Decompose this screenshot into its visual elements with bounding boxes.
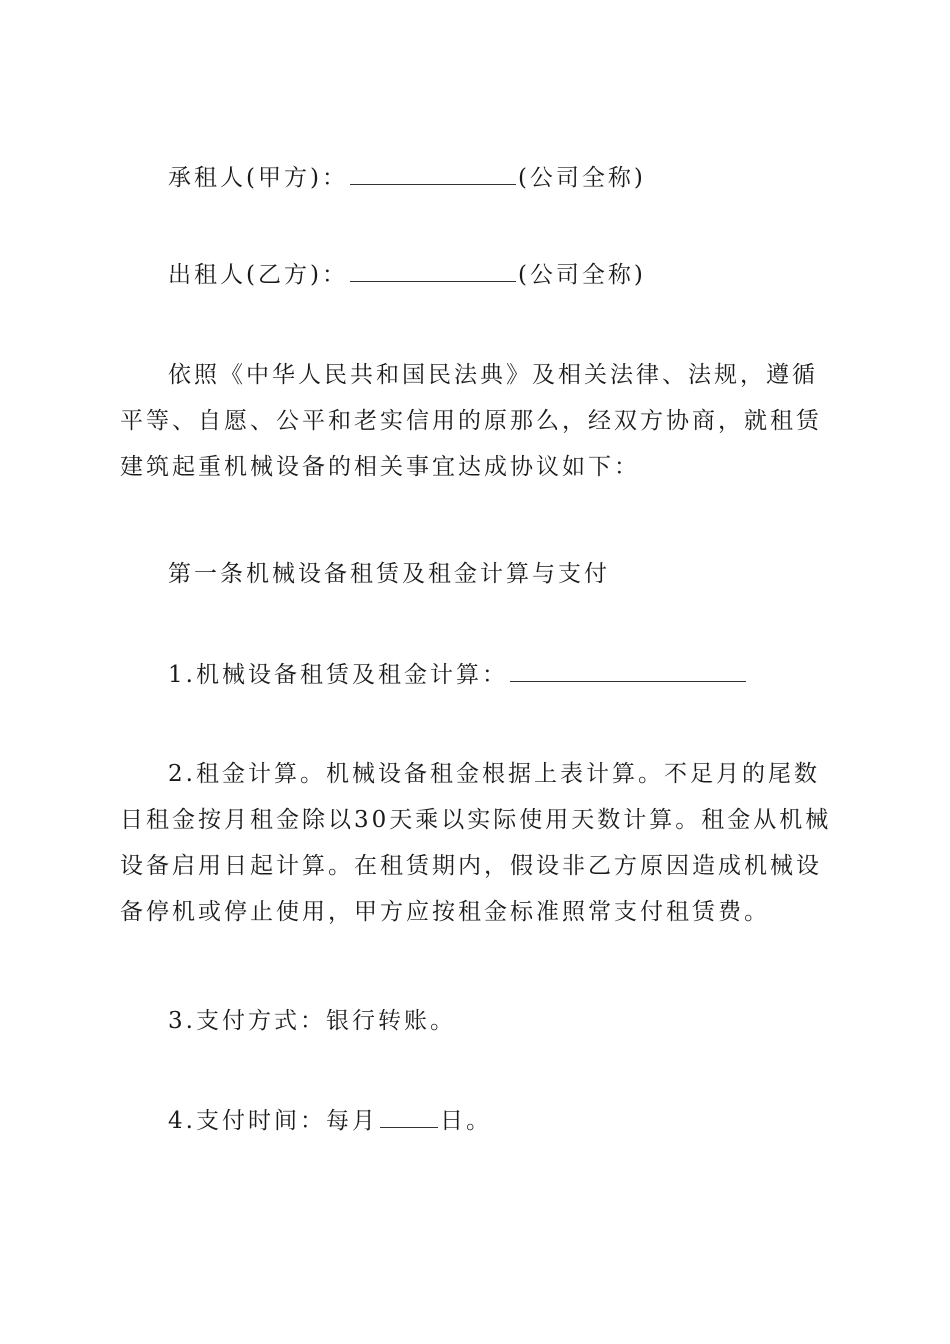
item-4-suffix: 日。 — [439, 1108, 492, 1134]
lessor-label: 出租人(乙方)： — [168, 262, 348, 288]
item-1-blank — [510, 659, 746, 682]
article-1-title: 第一条机械设备租赁及租金计算与支付 — [168, 561, 610, 587]
lessee-label: 承租人(甲方)： — [168, 165, 348, 191]
lessee-suffix: (公司全称) — [517, 165, 646, 191]
article-1-item-2: 2.租金计算。机械设备租金根据上表计算。不足月的尾数日租金按月租金除以30天乘以实际使用天数计算。租金从机械设备启用日起计算。在租赁期内，假设非乙方原因造成机械设备停机或停止使用，甲方应按租金标准照常支付租赁费。 — [120, 761, 832, 925]
item-1-label: 1.机械设备租赁及租金计算： — [168, 662, 508, 688]
article-1-item-4 — [120, 1098, 832, 1144]
item-4-prefix: 4.支付时间：每月 — [168, 1108, 378, 1134]
article-1-item-3: 3.支付方式：银行转账。 — [168, 1008, 456, 1034]
lessor-suffix: (公司全称) — [517, 262, 646, 288]
lessor-line — [120, 252, 832, 298]
lessee-name-blank — [350, 162, 516, 185]
payment-day-blank — [380, 1105, 438, 1128]
lessor-name-blank — [350, 259, 516, 282]
preamble-paragraph: 依照《中华人民共和国民法典》及相关法律、法规，遵循平等、自愿、公平和老实信用的原那么，经双方协商，就租赁建筑起重机械设备的相关事宜达成协议如下： — [120, 362, 822, 480]
lessee-line — [120, 155, 832, 201]
article-1-item-1 — [120, 652, 832, 698]
